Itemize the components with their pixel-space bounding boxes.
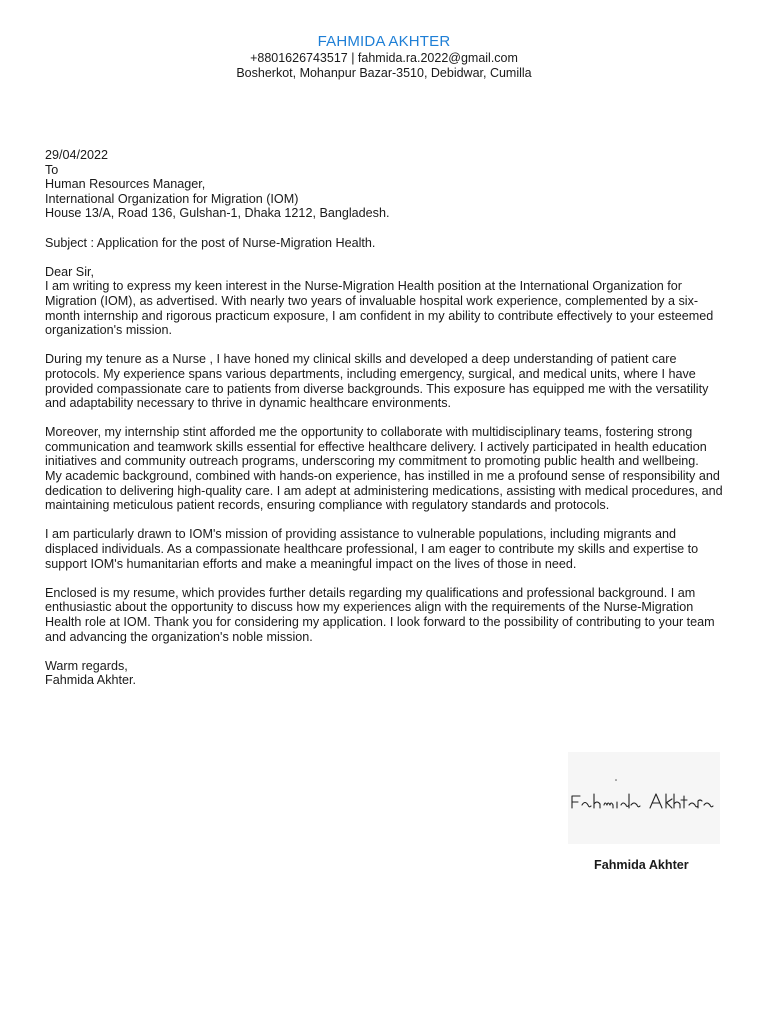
recipient-title: Human Resources Manager, xyxy=(45,177,206,192)
signature-image xyxy=(568,752,720,844)
sender-name: FAHMIDA AKHTER xyxy=(317,33,451,50)
recipient-org: International Organization for Migration (IOM) xyxy=(45,191,299,206)
salutation: Dear Sir, xyxy=(45,264,94,279)
to-label: To xyxy=(45,162,59,177)
signature-printed-name: Fahmida Akhter xyxy=(594,858,689,872)
paragraph-closing: Enclosed is my resume, which provides further details regarding my qualifications and professional background. I am enthusiastic about the opportunity to discuss how my experiences align with the requirements of the Nurse-Migration Health role at IOM. Thank you for considering my application. I look forward to the possibility of contributing to your team and advancing the organization's noble mission. xyxy=(45,585,715,644)
sender-contact: +8801626743517 | fahmida.ra.2022@gmail.com xyxy=(250,51,518,65)
paragraph-mission: I am particularly drawn to IOM's mission of providing assistance to vulnerable populations, including migrants and displaced individuals. As a compassionate healthcare professional, I am eager to contribute my skills and expertise to support IOM's humanitarian efforts and make a meaningful impact on the lives of those in need. xyxy=(45,527,699,571)
handwritten-signature-icon xyxy=(568,752,720,844)
letter-date: 29/04/2022 xyxy=(45,148,109,162)
letterhead xyxy=(0,33,768,81)
paragraph-intro: I am writing to express my keen interest in the Nurse-Migration Health position at the International Organization for Migration (IOM), as advertised. With nearly two years of invaluable hospital work experience, complemented by a six-month internship and rigorous practicum exposure, I am confident in my ability to contribute effectively to your esteemed organization's mission. xyxy=(45,279,714,338)
paragraph-experience: During my tenure as a Nurse , I have honed my clinical skills and developed a deep understanding of patient care protocols. My experience spans various departments, including emergency, surgical, and medical units, where I have provided compassionate care to patients from diverse backgrounds. This exposure has equipped me with the versatility and adaptability necessary to thrive in dynamic healthcare environments. xyxy=(45,352,709,411)
closing-name: Fahmida Akhter. xyxy=(45,673,137,688)
subject-line: Subject : Application for the post of Nurse-Migration Health. xyxy=(45,235,376,250)
paragraph-academic: My academic background, combined with hands-on experience, has instilled in me a profound sense of responsibility and dedication to delivering high-quality care. I am adept at administering medications, assisting with medical procedures, and maintaining meticulous patient records, ensuring compliance with regulatory standards and protocols. xyxy=(45,469,723,513)
letter-body xyxy=(45,148,731,688)
recipient-address: House 13/A, Road 136, Gulshan-1, Dhaka 1212, Bangladesh. xyxy=(45,206,390,221)
sender-address: Bosherkot, Mohanpur Bazar-3510, Debidwar, Cumilla xyxy=(236,66,532,80)
closing-phrase: Warm regards, xyxy=(45,658,128,673)
paragraph-internship: Moreover, my internship stint afforded me the opportunity to collaborate with multidisciplinary teams, fostering strong communication and teamwork skills essential for effective healthcare delivery. I actively participated in health education initiatives and community outreach programs, underscoring my commitment to promoting public health and wellbeing. xyxy=(45,425,707,469)
